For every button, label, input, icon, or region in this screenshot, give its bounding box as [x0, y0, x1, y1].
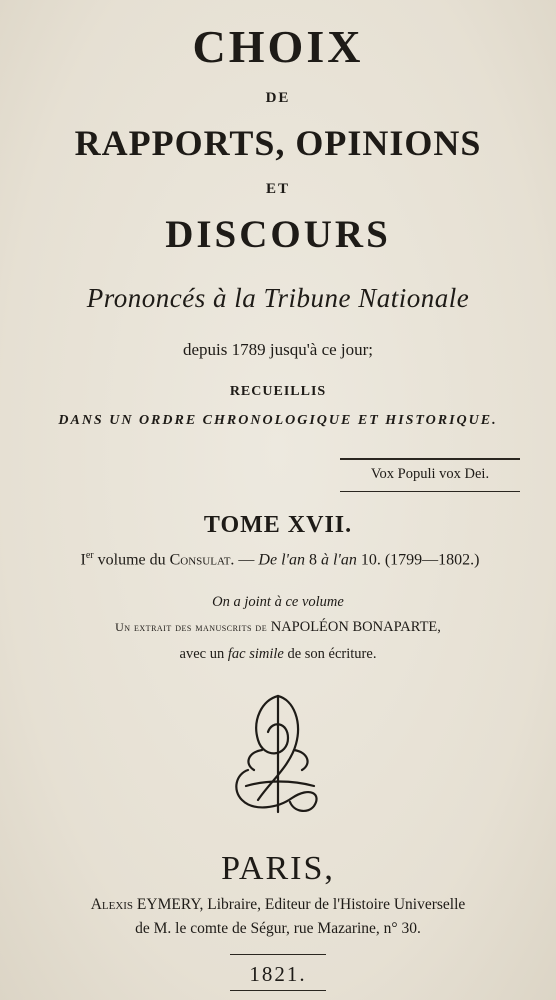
tome-number: TOME XVII. [203, 512, 353, 538]
order-label: DANS UN ORDRE CHRONOLOGIQUE ET HISTORIQUE. [58, 413, 498, 428]
epigraph-rule-bottom [340, 491, 520, 492]
volume-period-italic: De l'an [258, 551, 305, 569]
title-rapports-opinions: RAPPORTS, OPINIONS [74, 123, 482, 163]
date-range: depuis 1789 jusqu'à ce jour; [182, 340, 374, 359]
epigraph: Vox Populi vox Dei. [370, 466, 490, 482]
volume-text1: volume du [93, 551, 170, 569]
supplement-facsimile: fac simile [227, 646, 284, 662]
volume-rest: 10. (1799—1802.) [356, 551, 480, 569]
imprint-line2: de M. le comte de Ségur, rue Mazarine, n° 30. [135, 920, 421, 937]
supplement-extrait-sc: Un extrait des manuscrits de [115, 620, 268, 634]
supplement-extrait [0, 619, 556, 636]
volume-ordinal-sup: er [85, 550, 94, 561]
title-choix: CHOIX [192, 21, 364, 72]
year-rule-top [230, 954, 326, 955]
volume-an8: 8 [304, 551, 321, 569]
volume-ordinal: I [80, 551, 86, 569]
title-discours: DISCOURS [165, 213, 391, 256]
publication-year: 1821. [249, 962, 307, 986]
supplement-ecriture: de son écriture. [283, 646, 377, 662]
supplement-avec [0, 646, 556, 663]
title-de: DE [265, 90, 291, 106]
year-rule-bottom [230, 990, 326, 991]
volume-text2: . — [230, 551, 259, 569]
volume-a-italic: à l'an [320, 551, 357, 569]
collected-label: RECUEILLIS [229, 384, 327, 399]
monogram-icon [218, 690, 338, 820]
subtitle-script: Prononcés à la Tribune Nationale [86, 283, 470, 313]
imprint-city: PARIS, [221, 850, 335, 887]
imprint-line1-text: EYMERY, Libraire, Editeur de l'Histoire Universelle [133, 896, 466, 913]
volume-consulat: Consulat [169, 551, 231, 569]
title-et: ET [265, 181, 290, 197]
epigraph-rule-top [340, 458, 520, 460]
supplement-napoleon: NAPOLÉON BONAPARTE, [267, 619, 441, 635]
imprint-alexis: Alexis [90, 896, 134, 913]
volume-line [20, 550, 540, 569]
imprint-line1 [0, 896, 556, 914]
supplement-joint: On a joint à ce volume [212, 594, 344, 610]
supplement-avec-text: avec un [179, 646, 228, 662]
